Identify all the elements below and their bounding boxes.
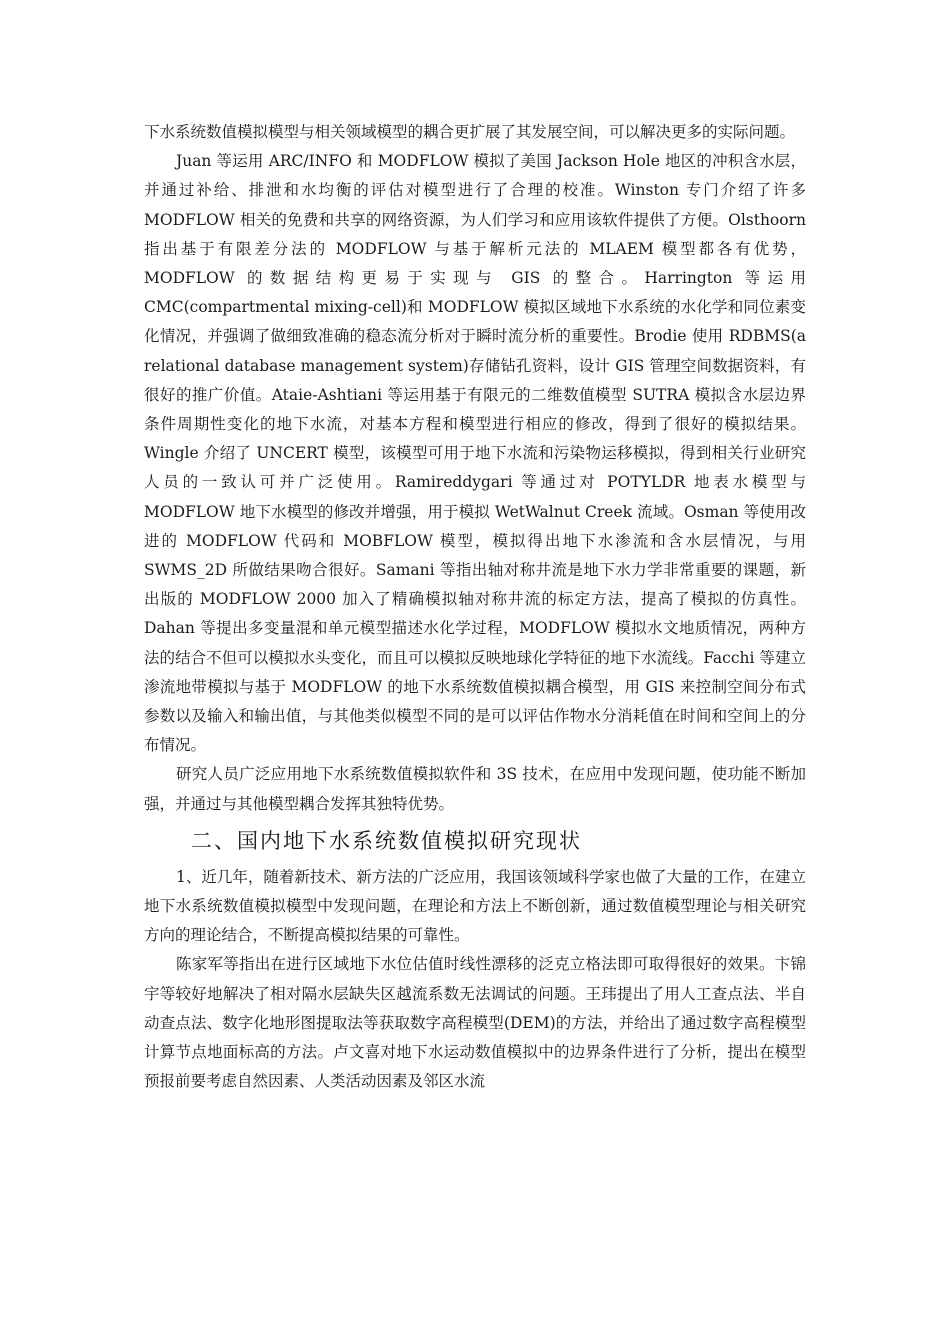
paragraph-5: 陈家军等指出在进行区域地下水位估值时线性漂移的泛克立格法即可取得很好的效果。卞锦宇等较好地解决了相对隔水层缺失区越流系数无法调试的问题。王玮提出了用人工查点法、半自动查点法、数字化地形图提取法等获取数字高程模型(DEM)的方法，并给出了通过数字高程模型计算节点地面标高的方法。卢文喜对地下水运动数值模拟中的边界条件进行了分析，提出在模型预报前要考虑自然因素、人类活动因素及邻区水流: [144, 955, 806, 1091]
paragraph-1: 下水系统数值模拟模型与相关领域模型的耦合更扩展了其发展空间，可以解决更多的实际问题。: [144, 123, 796, 141]
document-page: [144, 118, 806, 1097]
paragraph-3: 研究人员广泛应用地下水系统数值模拟软件和 3S 技术，在应用中发现问题，使功能不断加强，并通过与其他模型耦合发挥其独特优势。: [144, 765, 806, 813]
paragraph-2: Juan 等运用 ARC/INFO 和 MODFLOW 模拟了美国 Jackson Hole 地区的冲积含水层，并通过补给、排泄和水均衡的评估对模型进行了合理的校准。Winston 专门介绍了许多 MODFLOW 相关的免费和共享的网络资源，为人们学习和应用该软件提供了方便。Olsthoorn 指出基于有限差分法的 MODFLOW 与基于解析元法的 MLAEM 模型都各有优势，MODFLOW 的数据结构更易于实现与 GIS 的整合。Harrington 等运用 CMC(compartmental mixing-cell)和 MODFLOW 模拟区域地下水系统的水化学和同位素变化情况，并强调了做细致准确的稳态流分析对于瞬时流分析的重要性。Brodie 使用 RDBMS(a relational database management system)存储钻孔资料，设计 GIS 管理空间数据资料，有很好的推广价值。Ataie-Ashtiani 等运用基于有限元的二维数值模型 SUTRA 模拟含水层边界条件周期性变化的地下水流，对基本方程和模型进行相应的修改，得到了很好的模拟结果。Wingle 介绍了 UNCERT 模型，该模型可用于地下水流和污染物运移模拟，得到相关行业研究人员的一致认可并广泛使用。Ramireddygari 等通过对 POTYLDR 地表水模型与 MODFLOW 地下水模型的修改并增强，用于模拟 WetWalnut Creek 流域。Osman 等使用改进的 MODFLOW 代码和 MOBFLOW 模型，模拟得出地下水渗流和含水层情况，与用 SWMS_2D 所做结果吻合很好。Samani 等指出轴对称井流是地下水力学非常重要的课题，新出版的 MODFLOW 2000 加入了精确模拟轴对称井流的标定方法，提高了模拟的仿真性。Dahan 等提出多变量混和单元模型描述水化学过程，MODFLOW 模拟水文地质情况，两种方法的结合不但可以模拟水头变化，而且可以模拟反映地球化学特征的地下水流线。Facchi 等建立渗流地带模拟与基于 MODFLOW 的地下水系统数值模拟耦合模型，用 GIS 来控制空间分布式参数以及输入和输出值，与其他类似模型不同的是可以评估作物水分消耗值在时间和空间上的分布情况。: [144, 152, 807, 755]
section-heading: 二、国内地下水系统数值模拟研究现状: [191, 828, 582, 853]
paragraph-4: 1、近几年，随着新技术、新方法的广泛应用，我国该领域科学家也做了大量的工作，在建立地下水系统数值模拟模型中发现问题，在理论和方法上不断创新，通过数值模型理论与相关研究方向的理论结合，不断提高模拟结果的可靠性。: [144, 867, 806, 945]
